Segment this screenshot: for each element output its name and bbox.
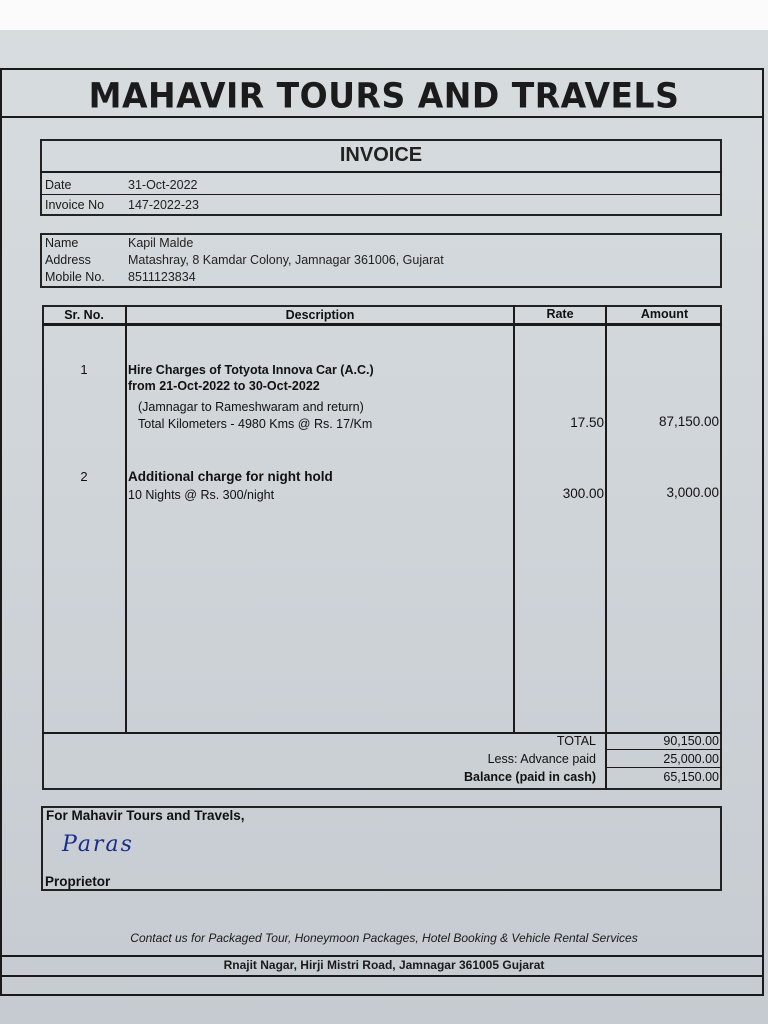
customer-name-label: Name [45, 236, 79, 250]
item-2-nights: 10 Nights @ Rs. 300/night [128, 488, 275, 502]
customer-mobile-label: Mobile No. [45, 270, 105, 284]
description-column-divider [513, 305, 515, 733]
total-label: TOTAL [556, 734, 596, 748]
totals-row-divider-2 [605, 767, 722, 768]
frame-footer-divider-2 [0, 975, 764, 977]
company-name-heading: MAHAVIR TOURS AND TRAVELS [88, 75, 680, 116]
totals-row-divider-1 [605, 749, 722, 750]
header-sr-no: Sr. No. [64, 308, 104, 322]
footer-services: Contact us for Packaged Tour, Honeymoon Packages, Hotel Booking & Vehicle Rental Services [130, 931, 638, 945]
total-value: 90,150.00 [663, 734, 719, 748]
rate-column-divider [605, 305, 607, 790]
items-header-divider [42, 323, 722, 326]
item-1-rate: 17.50 [570, 415, 604, 430]
invoice-number-label: Invoice No [45, 198, 105, 212]
balance-label: Balance (paid in cash) [464, 770, 596, 784]
advance-value: 25,000.00 [663, 752, 719, 766]
frame-top-line [0, 68, 764, 70]
item-2-title: Additional charge for night hold [128, 469, 333, 484]
item-2-sr: 2 [80, 469, 88, 484]
frame-header-divider [0, 116, 764, 118]
header-description: Description [285, 308, 355, 322]
item-1-sr: 1 [80, 362, 88, 377]
frame-left-line [0, 68, 2, 996]
footer-address: Rnajit Nagar, Hirji Mistri Road, Jamnagar 361005 Gujarat [223, 958, 545, 972]
items-table [42, 305, 722, 790]
item-1-kilometers: Total Kilometers - 4980 Kms @ Rs. 17/Km [138, 417, 373, 431]
date-label: Date [45, 178, 72, 192]
balance-value: 65,150.00 [663, 770, 719, 784]
handwritten-signature: Paras [62, 832, 134, 857]
invoice-number-value: 147-2022-23 [128, 198, 199, 212]
frame-right-line [762, 68, 764, 996]
signature-for-label: For Mahavir Tours and Travels, [46, 808, 245, 823]
customer-name-value: Kapil Malde [128, 236, 194, 250]
invoice-title-divider [40, 171, 722, 173]
item-1-period: from 21-Oct-2022 to 30-Oct-2022 [128, 379, 320, 393]
customer-address-value: Matashray, 8 Kamdar Colony, Jamnagar 361006, Gujarat [128, 253, 444, 267]
signature-role: Proprietor [45, 874, 111, 889]
invoice-title: INVOICE [339, 144, 423, 166]
header-rate: Rate [546, 307, 574, 321]
item-2-amount: 3,000.00 [666, 485, 719, 500]
frame-bottom-line [0, 994, 764, 996]
date-value: 31-Oct-2022 [128, 178, 198, 192]
header-amount: Amount [640, 307, 689, 321]
item-1-route: (Jamnagar to Rameshwaram and return) [138, 400, 364, 414]
item-1-title: Hire Charges of Totyota Innova Car (A.C.) [128, 363, 374, 377]
customer-address-label: Address [45, 253, 91, 267]
advance-label: Less: Advance paid [487, 752, 596, 766]
page-top-margin [0, 0, 768, 30]
sr-column-divider [125, 305, 127, 733]
item-2-rate: 300.00 [562, 486, 604, 501]
item-1-amount: 87,150.00 [658, 414, 719, 429]
customer-mobile-value: 8511123834 [128, 270, 196, 284]
invoice-row-divider [40, 194, 722, 195]
frame-footer-divider-1 [0, 955, 764, 957]
